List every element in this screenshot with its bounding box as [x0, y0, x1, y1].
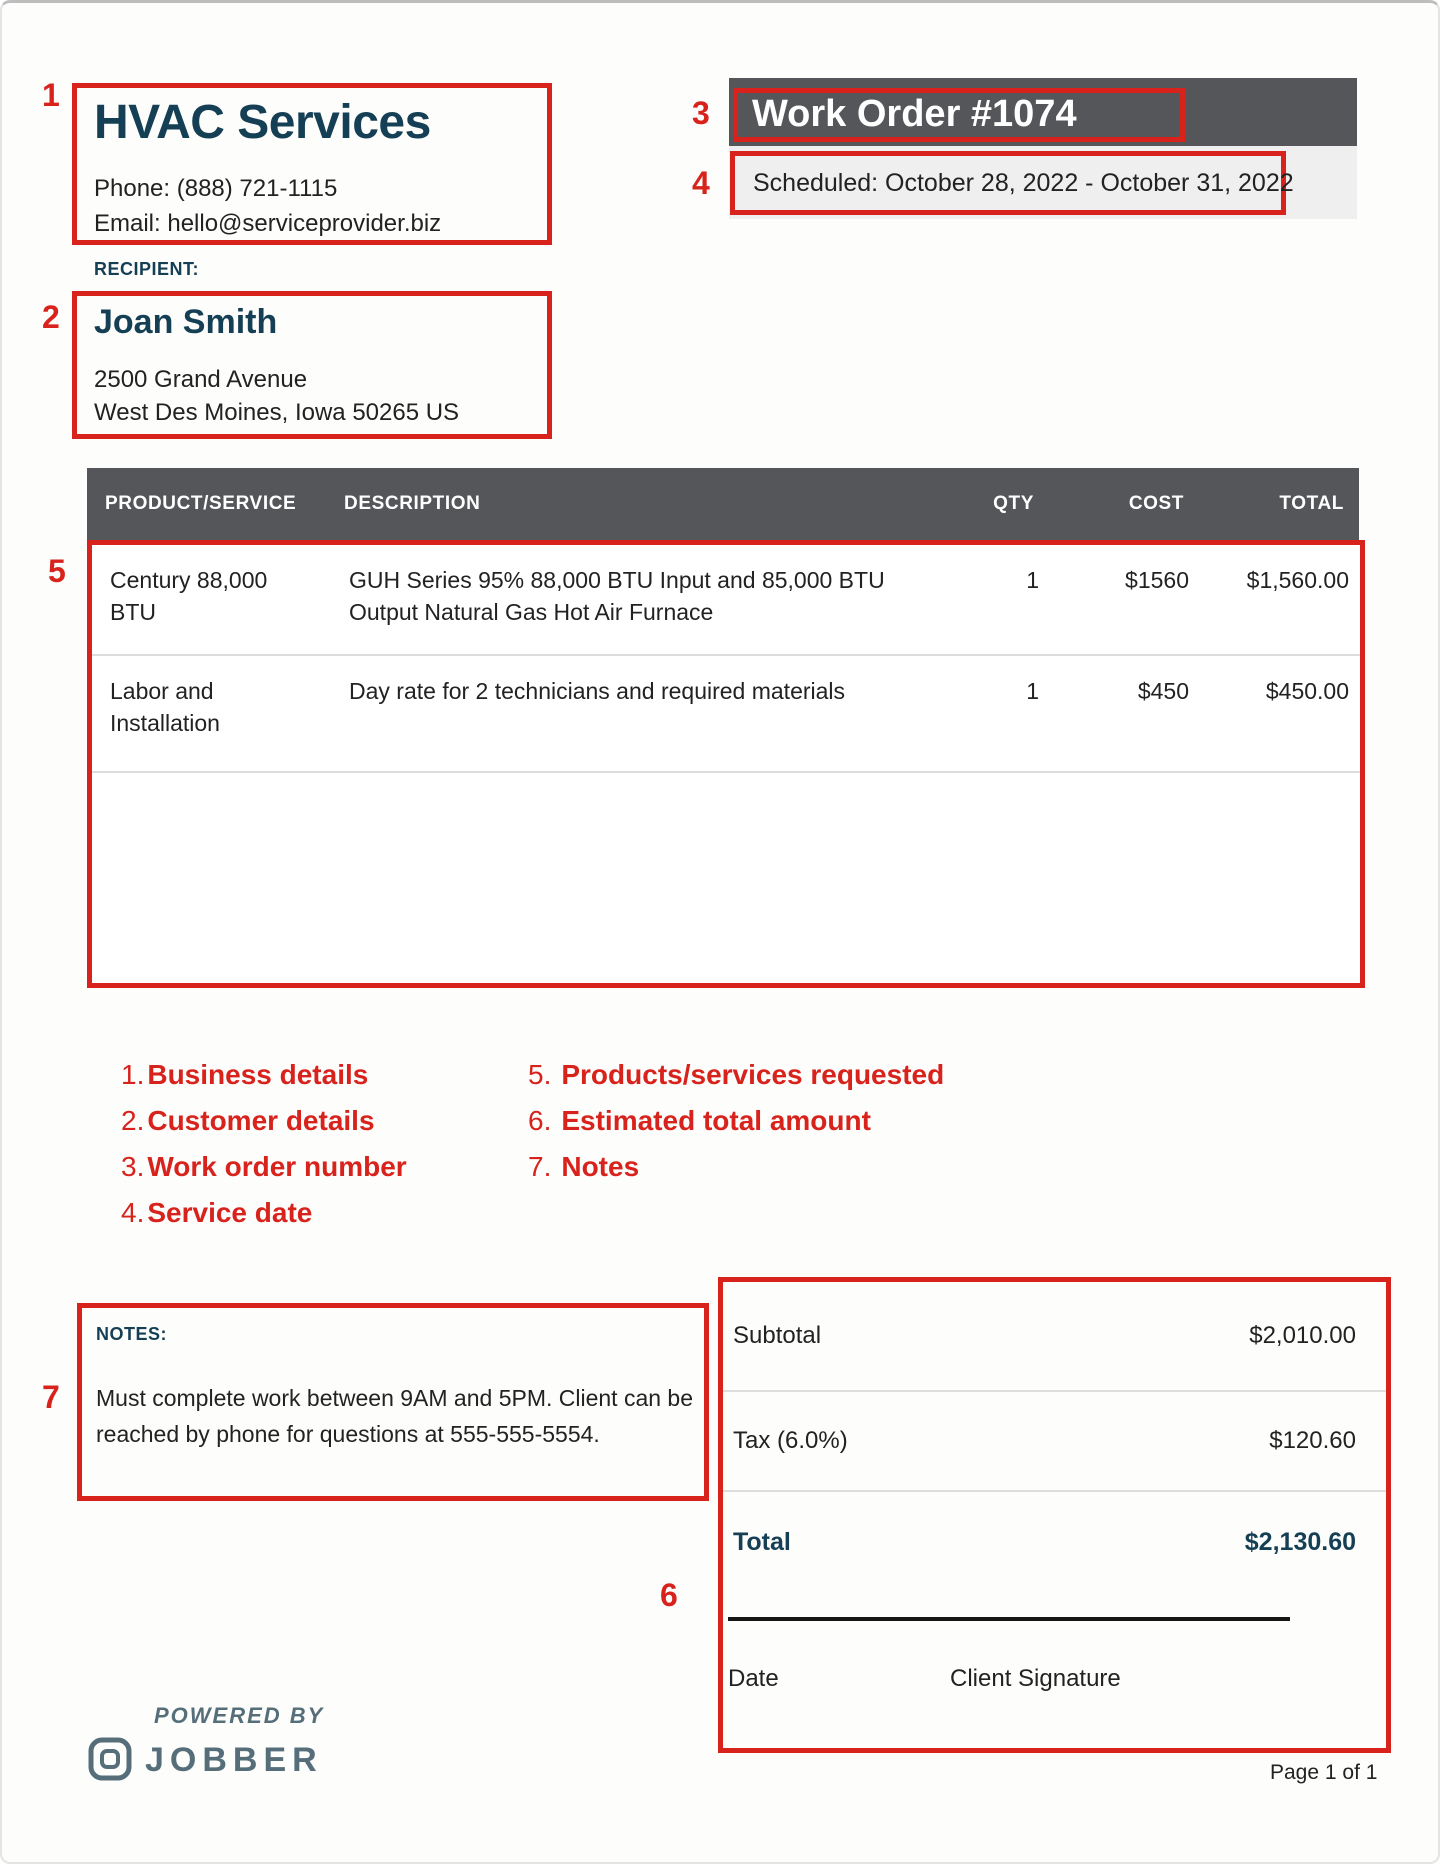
legend-label: Work order number	[147, 1151, 407, 1182]
annotation-box-work-order-number	[733, 88, 1185, 142]
legend-number: 2.	[121, 1105, 145, 1136]
col-header-cost: COST	[1128, 493, 1184, 514]
legend-right-column	[528, 1055, 944, 1193]
cell-qty: 1	[1026, 678, 1039, 704]
cell-cost: $1560	[1125, 567, 1189, 593]
col-header-qty: QTY	[993, 493, 1034, 514]
legend-label: Business details	[147, 1059, 369, 1090]
tax-value: $120.60	[1269, 1427, 1356, 1454]
legend-item	[121, 1101, 407, 1147]
cell-qty: 1	[1026, 567, 1039, 593]
callout-5: 5	[48, 553, 66, 589]
col-header-total: TOTAL	[1279, 493, 1344, 514]
callout-1: 1	[42, 77, 60, 113]
tax-label: Tax (6.0%)	[733, 1427, 848, 1454]
business-phone: Phone: (888) 721-1115	[94, 175, 338, 202]
total-label: Total	[733, 1527, 791, 1556]
cell-total: $1,560.00	[1246, 567, 1349, 593]
business-contact	[94, 171, 441, 241]
legend-number: 1.	[121, 1059, 145, 1090]
cell-cost: $450	[1137, 678, 1189, 704]
legend-item	[121, 1147, 407, 1193]
annotation-box-service-date	[730, 151, 1294, 215]
notes-label: NOTES:	[96, 1324, 168, 1344]
legend-number: 5.	[528, 1059, 552, 1090]
subtotal-row	[723, 1282, 1386, 1392]
cell-total: $450.00	[1265, 678, 1349, 704]
work-order-title: Work Order #1074	[752, 93, 1077, 135]
legend-item	[121, 1055, 407, 1101]
tax-row	[723, 1392, 1386, 1492]
jobber-logo-wordmark: JOBBER	[145, 1741, 323, 1779]
customer-address-line1: 2500 Grand Avenue	[94, 366, 308, 393]
legend-label: Estimated total amount	[561, 1105, 871, 1136]
cell-description: GUH Series 95% 88,000 BTU Input and 85,000 BTU Output Natural Gas Hot Air Furnace	[349, 567, 885, 625]
total-value: $2,130.60	[1244, 1527, 1356, 1556]
line-items-header	[87, 468, 1359, 540]
legend-item	[528, 1055, 944, 1101]
signature-line	[728, 1617, 1290, 1621]
cell-description: Day rate for 2 technicians and required materials	[349, 678, 846, 704]
legend-item	[528, 1147, 944, 1193]
table-row	[92, 545, 1360, 656]
legend-number: 3.	[121, 1151, 145, 1182]
legend-item	[528, 1101, 944, 1147]
annotation-box-notes	[77, 1303, 709, 1501]
callout-6: 6	[660, 1577, 678, 1613]
client-signature-label: Client Signature	[950, 1665, 1121, 1692]
col-header-product: PRODUCT/SERVICE	[105, 493, 297, 514]
jobber-logo-icon	[88, 1737, 132, 1781]
subtotal-label: Subtotal	[733, 1322, 822, 1349]
total-row	[723, 1492, 1386, 1592]
callout-4: 4	[692, 165, 710, 201]
date-label: Date	[728, 1665, 779, 1692]
notes-text: Must complete work between 9AM and 5PM. Client can be reached by phone for questions at 555-555-5554.	[96, 1385, 694, 1447]
legend-item	[121, 1193, 407, 1239]
callout-2: 2	[42, 299, 60, 335]
callout-7: 7	[42, 1379, 60, 1415]
legend-number: 4.	[121, 1197, 145, 1228]
customer-address	[94, 363, 459, 429]
legend-label: Notes	[561, 1151, 640, 1182]
cell-product: Century 88,000 BTU	[110, 567, 268, 625]
customer-name: Joan Smith	[94, 303, 278, 341]
legend-label: Customer details	[147, 1105, 375, 1136]
customer-address-line2: West Des Moines, Iowa 50265 US	[94, 399, 460, 426]
legend-left-column	[121, 1055, 407, 1239]
legend-number: 6.	[528, 1105, 552, 1136]
work-order-title-bar	[729, 78, 1357, 146]
legend-label: Service date	[147, 1197, 313, 1228]
cell-product: Labor and Installation	[110, 678, 220, 736]
business-email: Email: hello@serviceprovider.biz	[94, 210, 442, 237]
legend-number: 7.	[528, 1151, 552, 1182]
col-header-description: DESCRIPTION	[344, 493, 481, 514]
annotation-box-line-items	[87, 540, 1365, 988]
table-row	[92, 656, 1360, 773]
legend-label: Products/services requested	[561, 1059, 945, 1090]
recipient-label: RECIPIENT:	[94, 259, 200, 279]
page-number: Page 1 of 1	[1270, 1761, 1378, 1784]
scheduled-text: Scheduled: October 28, 2022 - October 31, 2022	[753, 169, 1294, 197]
subtotal-value: $2,010.00	[1249, 1322, 1356, 1349]
powered-by-text: POWERED BY	[154, 1703, 325, 1728]
callout-3: 3	[692, 95, 710, 131]
business-name: HVAC Services	[94, 96, 431, 149]
